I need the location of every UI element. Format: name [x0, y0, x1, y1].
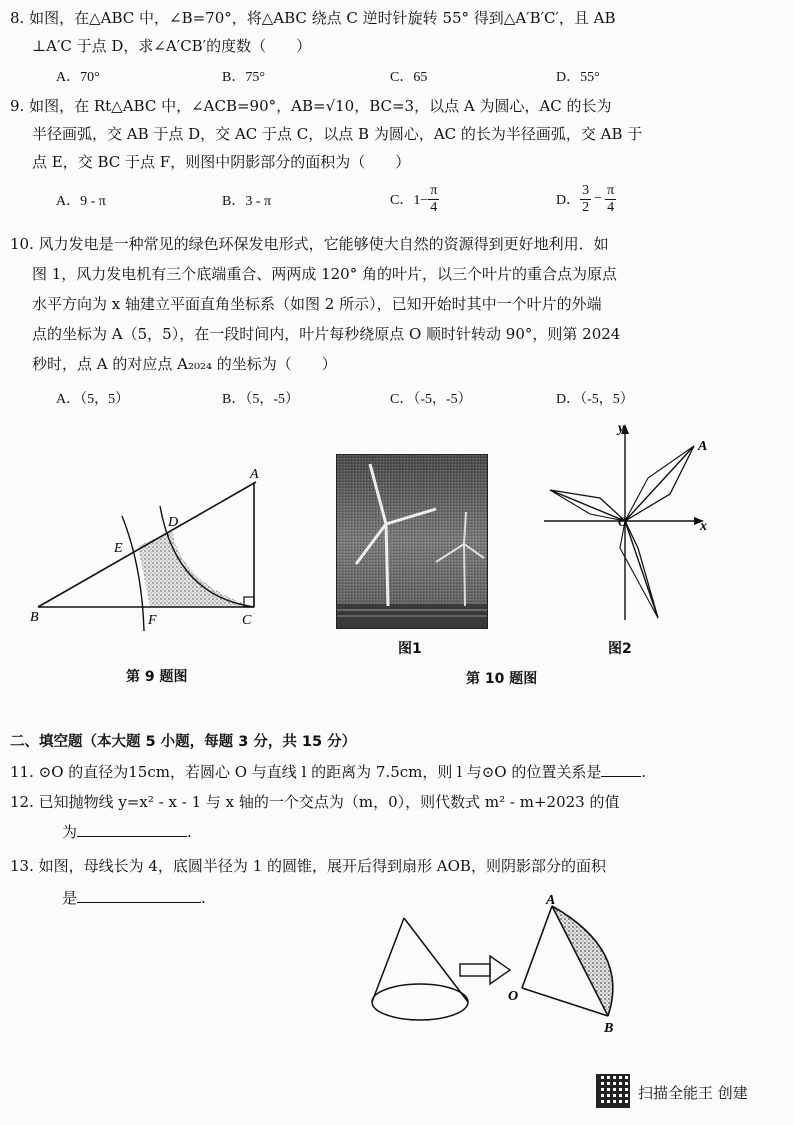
q10-option-d: D．（-5，5） — [556, 392, 634, 407]
fig10-image2-caption: 图2 — [608, 641, 632, 657]
q9-option-c-fraction — [428, 183, 439, 216]
figure-9 — [28, 466, 278, 636]
q10-line3: 水平方向为 x 轴建立平面直角坐标系（如图 2 所示），已知开始时其中一个叶片的外端 — [32, 295, 602, 313]
q9-option-d — [556, 176, 616, 222]
q10-option-a: A．（5，5） — [56, 392, 130, 407]
fraction-numerator: 3 — [582, 182, 590, 198]
label-d: D — [168, 515, 179, 530]
fraction-denominator: 4 — [430, 199, 438, 215]
label-a: A — [250, 467, 259, 482]
q10-line5: 秒时，点 A 的对应点 A₂₀₂₄ 的坐标为（ ） — [32, 355, 337, 373]
blade-a-inner — [625, 446, 694, 521]
q13-line2 — [62, 888, 206, 908]
q9-line3: 点 E，交 BC 于点 F，则图中阴影部分的面积为（ ） — [32, 153, 411, 171]
label-b: B — [30, 610, 39, 625]
label-e: E — [114, 541, 123, 556]
q10-line4: 点的坐标为 A（5，5），在一段时间内，叶片每秒绕原点 O 顺时针转动 90°，则第 2024 — [32, 325, 621, 343]
q11-line — [10, 762, 646, 782]
label-a: A — [698, 439, 708, 454]
q8-line1: 8. 如图，在△ABC 中，∠B=70°，将△ABC 绕点 C 逆时针旋转 55° 得到△A′B′C′，且 AB — [10, 9, 616, 27]
blade-down-inner — [620, 521, 658, 618]
q9-option-c — [390, 176, 439, 222]
q8-line2: ⊥A′C 于点 D，求∠A′CB′的度数（ ） — [32, 37, 312, 55]
q10-option-b: B．（5，-5） — [222, 392, 299, 407]
scanner-brand: 扫描全能王 创建 — [638, 1084, 748, 1102]
q8-option-a: A．70° — [56, 70, 100, 85]
q9-option-a: A．9 - π — [56, 194, 106, 209]
period: . — [641, 763, 647, 781]
q8-option-d: D．55° — [556, 70, 600, 85]
arrow-shaft — [460, 964, 490, 976]
wind-turbine-photo — [336, 454, 488, 629]
shaded-region — [138, 531, 254, 607]
arc-ef — [122, 516, 144, 631]
fraction-numerator: π — [607, 182, 615, 198]
q13-text: 是 — [62, 889, 78, 907]
q12-text: 为 — [62, 823, 78, 841]
q11-text: 11. ⊙O 的直径为15cm，若圆心 O 与直线 l 的距离为 7.5cm，则 l 与⊙O 的位置关系是 — [10, 763, 602, 781]
q9-line1: 9. 如图，在 Rt△ABC 中，∠ACB=90°，AB=√10，BC=3，以点 A 为圆心，AC 的长为 — [10, 97, 612, 115]
q13-line1: 13. 如图，母线长为 4，底圆半径为 1 的圆锥，展开后得到扇形 AOB，则阴影部分的面积 — [10, 857, 606, 875]
label-c: C — [242, 613, 252, 628]
minus-sign: − — [594, 191, 603, 206]
cone-left-edge — [372, 918, 404, 1002]
q8-option-c: C．65 — [390, 70, 428, 85]
q11-answer-blank — [601, 762, 641, 777]
q12-answer-blank — [77, 822, 187, 837]
fraction-denominator: 4 — [607, 199, 615, 215]
figure-13-cone — [360, 890, 660, 1040]
label-a: A — [546, 893, 556, 908]
q8-option-b: B．75° — [222, 70, 265, 85]
q9-option-b: B．3 - π — [222, 194, 272, 209]
fig10-caption: 第 10 题图 — [466, 671, 538, 687]
section-2-title: 二、填空题（本大题 5 小题，每题 3 分，共 15 分） — [10, 734, 357, 750]
q9-line2: 半径画弧，交 AB 于点 D，交 AC 于点 C，以点 B 为圆心，AC 的长为半径画弧，交 AB 于 — [32, 125, 643, 143]
q9-option-c-label: C．1− — [390, 193, 429, 208]
figure-10-coordinate-diagram — [520, 418, 720, 630]
q12-line1: 12. 已知抛物线 y=x² - x - 1 与 x 轴的一个交点为（m，0），则代数式 m² - m+2023 的值 — [10, 793, 620, 811]
q12-line2 — [62, 822, 192, 842]
fraction-numerator: π — [430, 182, 438, 198]
q10-line2: 图 1，风力发电机有三个底端重合、两两成 120° 角的叶片，以三个叶片的重合点为原点 — [32, 265, 617, 283]
period: . — [187, 823, 192, 841]
sector-oa — [522, 906, 552, 988]
q9-option-d-fraction1 — [580, 183, 591, 216]
qr-code-icon — [596, 1074, 630, 1108]
label-o: O — [618, 514, 628, 529]
label-x: x — [700, 519, 707, 534]
q9-option-d-label: D． — [556, 193, 581, 208]
blade-left-inner — [550, 490, 625, 521]
label-y: y — [618, 421, 625, 436]
q13-answer-blank — [77, 888, 201, 903]
q9-option-d-fraction2 — [605, 183, 616, 216]
arrow-head — [490, 956, 510, 984]
cone-base — [372, 984, 468, 1020]
label-b: B — [604, 1021, 614, 1036]
period: . — [201, 889, 206, 907]
fraction-denominator: 2 — [582, 199, 590, 215]
q10-option-c: C．（-5，-5） — [390, 392, 472, 407]
fig10-image1-caption: 图1 — [398, 641, 422, 657]
cone-right-edge — [404, 918, 468, 1002]
label-f: F — [148, 613, 157, 628]
fig9-caption: 第 9 题图 — [126, 669, 188, 685]
q10-line1: 10. 风力发电是一种常见的绿色环保发电形式，它能够使大自然的资源得到更好地利用．如 — [10, 235, 609, 253]
label-o: O — [508, 989, 519, 1004]
